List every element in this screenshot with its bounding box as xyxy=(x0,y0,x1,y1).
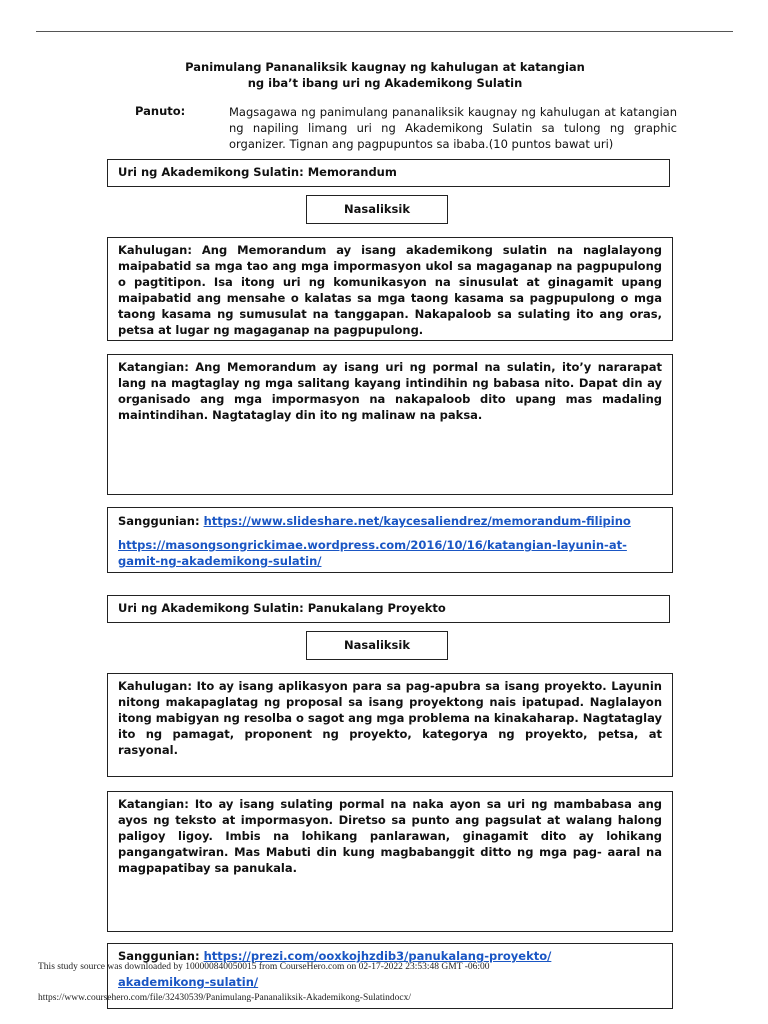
source-url[interactable]: https://www.coursehero.com/file/32430539/Panimulang-Pananaliksik-Akademikong-Sulatindocx/ xyxy=(38,993,411,1003)
katangian-box-memorandum: Katangian: Ang Memorandum ay isang uri ng pormal na sulatin, ito’y nararapat lang na magtaglay ng mga salitang kayang intindihin ng babasa nito. Dapat din ay organisado ang mga impormasyon na nakapaloob dito upang mas madaling maintindihan. Nagtataglay din ito ng malinaw na paksa. xyxy=(107,354,673,495)
top-rule xyxy=(36,31,733,32)
download-note: This study source was downloaded by 100000840050015 from CourseHero.com on 02-17-2022 23:53:48 GMT -06:00 xyxy=(38,962,490,972)
reference-link[interactable]: https://masongsongrickimae.wordpress.com/2016/10/16/katangian-layunin-at-gamit-ng-akademikong-sulatin/ xyxy=(118,538,627,568)
nasaliksik-box: Nasaliksik xyxy=(306,631,448,660)
type-box-panukalang-proyekto: Uri ng Akademikong Sulatin: Panukalang Proyekto xyxy=(107,595,670,623)
kahulugan-box-memorandum: Kahulugan: Ang Memorandum ay isang akademikong sulatin na naglalayong maipabatid sa mga tao ang mga impormasyon ukol sa magaganap na pagpupulong o pagtitipon. Isa itong uri ng komunikasyon na sinusulat at ginagamit upang maipabatid ang mensahe o kalatas sa mga taong kasama sa pagpupulong o mga taong kasama ng sumusulat na tanggapan. Nakapaloob sa sulating ito ang oras, petsa at lugar ng magaganap na pagpupulong. xyxy=(107,237,673,341)
reference-link[interactable]: https://prezi.com/ooxkojhzdib3/panukalang-proyekto/ xyxy=(203,949,552,963)
page-title-line1: Panimulang Pananaliksik kaugnay ng kahulugan at katangian xyxy=(185,60,585,74)
instruction-text: Magsagawa ng panimulang pananaliksik kaugnay ng kahulugan at katangian ng napiling limang uri ng Akademikong Sulatin sa tulong ng graphic organizer. Tignan ang pagpupuntos sa ibaba.(10 puntos bawat uri) xyxy=(229,105,677,151)
kahulugan-box-panukalang-proyekto: Kahulugan: Ito ay isang aplikasyon para sa pag-apubra sa isang proyekto. Layunin nitong makapaglatag ng proposal sa isang proyektong nais ipatupad. Naglalayon itong mabigyan ng resolba o sagot ang mga problema na kinakaharap. Nagtataglay ito ng pamagat, proponent ng proyekto, kategorya ng proyekto, petsa, at rasyonal. xyxy=(107,673,673,777)
nasaliksik-box: Nasaliksik xyxy=(306,195,448,224)
katangian-box-panukalang-proyekto: Katangian: Ito ay isang sulating pormal na naka ayon sa uri ng mambabasa ang ayos ng teksto at impormasyon. Diretso sa punto ang pagsulat at walang halong paligoy ligoy. Imbis na lohikang panlarawan, ginagamit dito ay lohikang pangangatwiran. Mas Mabuti din kung magbabanggit ditto ng mga pag- aaral na magpapatibay sa panukala. xyxy=(107,791,673,932)
reference-link[interactable]: https://www.slideshare.net/kaycesaliendrez/memorandum-filipino xyxy=(203,514,631,528)
reference-link[interactable]: akademikong-sulatin/ xyxy=(118,975,259,989)
type-box-memorandum: Uri ng Akademikong Sulatin: Memorandum xyxy=(107,159,670,187)
instruction-label: Panuto: xyxy=(135,104,186,118)
sanggunian-label: Sanggunian: xyxy=(118,514,200,528)
sanggunian-label: Sanggunian: xyxy=(118,949,200,963)
page-title-line2: ng iba’t ibang uri ng Akademikong Sulatin xyxy=(247,76,523,90)
sanggunian-box-memorandum xyxy=(107,507,673,573)
